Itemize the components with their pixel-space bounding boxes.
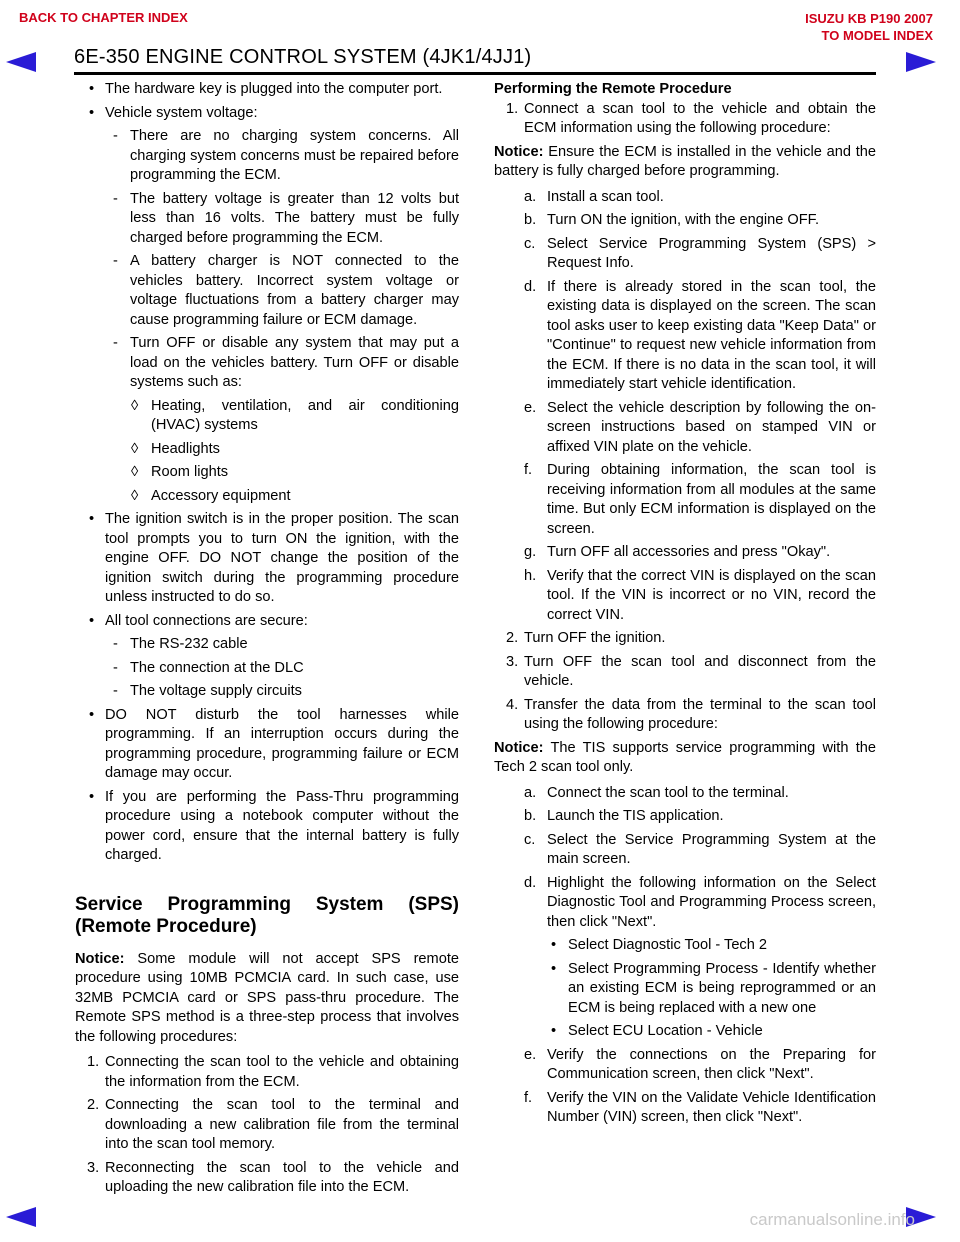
substep-letter: a. <box>524 188 537 205</box>
list-item <box>75 788 459 866</box>
list-item <box>494 1022 876 1042</box>
list-item <box>75 334 459 393</box>
substep-text: Verify that the correct VIN is displayed on the scan tool. If the VIN is incorrect or no VIN, record the correct VIN. <box>547 567 876 623</box>
previous-page-arrow-icon[interactable] <box>6 52 36 72</box>
step-text: Connecting the scan tool to the vehicle and obtaining the information from the ECM. <box>105 1054 459 1090</box>
notice-paragraph <box>494 143 876 182</box>
substep-text: Launch the TIS application. <box>547 808 724 824</box>
substep-text: Highlight the following information on the Select Diagnostic Tool and Programming Process screen, then click "Next". <box>547 874 876 930</box>
right-column <box>494 80 876 1132</box>
dash-mark: - <box>113 335 118 351</box>
step-text: Connect a scan tool to the vehicle and obtain the ECM information using the following procedure: <box>524 100 876 136</box>
notice-paragraph <box>75 950 459 1048</box>
substep-letter: b. <box>524 212 537 228</box>
bullet-text: All tool connections are secure: <box>105 612 308 629</box>
section-title-line2: (Remote Procedure) <box>75 915 257 937</box>
diamond-mark: ◊ <box>131 440 139 457</box>
step-number: 3. <box>87 1159 100 1176</box>
dash-mark: - <box>113 659 118 676</box>
model-title: ISUZU KB P190 2007 <box>805 11 933 26</box>
model-index-nav[interactable] <box>805 10 933 44</box>
bullet-mark: • <box>89 511 95 527</box>
bullet-mark: • <box>551 960 557 977</box>
list-item <box>494 543 876 563</box>
list-item <box>494 874 876 933</box>
substep-letter: c. <box>524 235 536 252</box>
list-item <box>494 461 876 539</box>
bullet-mark: • <box>89 612 95 629</box>
dash-text: There are no charging system concerns. All charging system concerns must be repaired before programming the ECM. <box>130 128 459 183</box>
notice-label: Notice: <box>494 143 544 160</box>
dash-text: A battery charger is NOT connected to the vehicles battery. Incorrect system voltage or voltage fluctuations from a battery charger may cause programming failure or ECM damage. <box>130 253 459 328</box>
list-item <box>75 397 459 436</box>
diamond-text: Headlights <box>151 440 220 457</box>
bullet-mark: • <box>89 706 95 723</box>
list-item <box>494 100 876 139</box>
step-number: 2. <box>87 1097 100 1113</box>
list-item <box>494 653 876 692</box>
dash-text: Turn OFF or disable any system that may put a load on the vehicles battery. Turn OFF or disable systems such as: <box>130 335 459 390</box>
step-number: 4. <box>506 696 519 713</box>
watermark: carmanualsonline.info <box>749 1210 915 1229</box>
notice-paragraph <box>494 739 876 778</box>
dash-mark: - <box>113 128 118 144</box>
list-item <box>75 1096 459 1155</box>
list-item <box>75 1053 459 1092</box>
list-item <box>75 252 459 330</box>
list-item <box>75 1159 459 1198</box>
bullet-text: Vehicle system voltage: <box>105 104 258 121</box>
section-title <box>75 894 459 938</box>
substep-letter: d. <box>524 278 537 295</box>
list-item <box>494 278 876 395</box>
diamond-mark: ◊ <box>131 464 139 480</box>
next-page-arrow-icon[interactable] <box>906 52 936 72</box>
substep-text: Verify the connections on the Preparing for Communication screen, then click "Next". <box>547 1046 876 1082</box>
substep-letter: b. <box>524 808 537 824</box>
diamond-mark: ◊ <box>131 397 139 414</box>
list-item <box>494 629 876 649</box>
substep-letter: g. <box>524 544 537 560</box>
diamond-mark: ◊ <box>131 487 139 504</box>
notice-label: Notice: <box>494 739 544 756</box>
list-item <box>75 127 459 186</box>
list-item <box>75 682 459 702</box>
bullet-text: Select Diagnostic Tool - Tech 2 <box>568 937 768 953</box>
dash-mark: - <box>113 636 118 652</box>
substep-text: Install a scan tool. <box>547 188 664 205</box>
bullet-mark: • <box>89 81 95 97</box>
previous-page-arrow-icon-bottom[interactable] <box>6 1207 36 1227</box>
substep-letter: e. <box>524 1046 537 1063</box>
substep-text: Turn OFF all accessories and press "Okay". <box>547 544 831 560</box>
header-rule <box>74 72 876 75</box>
list-item <box>494 235 876 274</box>
substep-text: Verify the VIN on the Validate Vehicle Identification Number (VIN) screen, then click "Next". <box>547 1089 876 1125</box>
diamond-text: Accessory equipment <box>151 487 291 504</box>
step-number: 2. <box>506 630 519 646</box>
list-item <box>75 706 459 784</box>
list-item <box>494 936 876 956</box>
procedure-heading: Performing the Remote Procedure <box>494 81 732 97</box>
dash-mark: - <box>113 190 118 207</box>
step-text: Reconnecting the scan tool to the vehicle and uploading the new calibration file into the ECM. <box>105 1159 459 1195</box>
diamond-text: Heating, ventilation, and air conditioning (HVAC) systems <box>151 397 459 433</box>
list-item <box>494 960 876 1019</box>
to-model-index-link[interactable]: TO MODEL INDEX <box>821 28 933 43</box>
bullet-text: The ignition switch is in the proper position. The scan tool prompts you to turn ON the ignition, with the engine OFF. DO NOT change the position of the ignition switch during the programming procedure unless instructed to do so. <box>105 511 459 605</box>
substep-letter: f. <box>524 462 533 478</box>
step-text: Turn OFF the ignition. <box>524 630 666 646</box>
bullet-mark: • <box>551 1023 557 1039</box>
notice-label: Notice: <box>75 950 125 967</box>
substep-text: Select the Service Programming System at the main screen. <box>547 831 876 867</box>
bullet-mark: • <box>551 937 557 953</box>
bullet-mark: • <box>89 788 95 805</box>
list-item <box>494 399 876 458</box>
bullet-mark: • <box>89 104 95 121</box>
dash-text: The battery voltage is greater than 12 volts but less than 16 volts. The battery must be fully charged before programming the ECM. <box>130 190 459 246</box>
step-text: Connecting the scan tool to the terminal and downloading a new calibration file from the terminal into the scan tool memory. <box>105 1097 459 1152</box>
substep-letter: a. <box>524 784 537 801</box>
bullet-text: If you are performing the Pass-Thru programming procedure using a notebook computer without the power cord, ensure that the internal battery is fully charged. <box>105 788 459 863</box>
substep-text: Connect the scan tool to the terminal. <box>547 784 789 801</box>
step-text: Transfer the data from the terminal to the scan tool using the following procedure: <box>524 696 876 732</box>
dash-mark: - <box>113 253 118 269</box>
substep-letter: c. <box>524 831 536 848</box>
list-item <box>75 463 459 483</box>
list-item <box>494 784 876 804</box>
substep-letter: h. <box>524 567 537 584</box>
list-item <box>494 211 876 231</box>
bullet-text: Select Programming Process - Identify whether an existing ECM is being reprogrammed or an ECM is being replaced with a new one <box>568 960 876 1016</box>
notice-text: Some module will not accept SPS remote procedure using 10MB PCMCIA card. In such case, use 32MB PCMCIA card or SPS pass-thru procedure. The Remote SPS method is a three-step process that involves the following procedures: <box>75 950 459 1045</box>
substep-letter: f. <box>524 1089 533 1106</box>
list-item <box>75 440 459 460</box>
list-item <box>75 104 459 124</box>
step-text: Turn OFF the scan tool and disconnect from the vehicle. <box>524 653 876 689</box>
list-item <box>75 190 459 249</box>
list-item <box>75 487 459 507</box>
list-item <box>494 1046 876 1085</box>
step-number: 1. <box>506 100 519 117</box>
bullet-text: The hardware key is plugged into the computer port. <box>105 81 443 97</box>
notice-text: Ensure the ECM is installed in the vehicle and the battery is fully charged before programming. <box>494 143 876 179</box>
list-item <box>75 612 459 632</box>
list-item <box>494 188 876 208</box>
list-item <box>75 510 459 608</box>
dash-text: The RS-232 cable <box>130 636 248 652</box>
bullet-text: Select ECU Location - Vehicle <box>568 1023 763 1039</box>
left-column <box>75 80 459 1202</box>
substep-text: Select the vehicle description by following the on-screen instructions based on stamped VIN or affixed VIN plate on the vehicle. <box>547 399 876 455</box>
dash-text: The voltage supply circuits <box>130 683 302 699</box>
notice-text: The TIS supports service programming with the Tech 2 scan tool only. <box>494 739 876 775</box>
page-header-title: 6E-350 ENGINE CONTROL SYSTEM (4JK1/4JJ1) <box>74 46 532 68</box>
section-title-line1: Service Programming System (SPS) <box>75 893 459 915</box>
list-item <box>75 635 459 655</box>
diamond-text: Room lights <box>151 464 229 480</box>
list-item <box>494 831 876 870</box>
substep-text: Turn ON the ignition, with the engine OFF. <box>547 212 820 228</box>
back-to-chapter-index-link[interactable]: BACK TO CHAPTER INDEX <box>19 10 188 25</box>
dash-text: The connection at the DLC <box>130 659 304 676</box>
step-number: 1. <box>87 1054 100 1070</box>
bullet-text: DO NOT disturb the tool harnesses while programming. If an interruption occurs during the programming procedure, programming failure or ECM damage may occur. <box>105 706 459 781</box>
list-item <box>75 80 459 100</box>
substep-text: If there is already stored in the scan tool, the existing data is displayed on the screen. The scan tool asks user to keep existing data "Keep Data" or "Continue" to request new vehicle information from the ECM. If there is no data in the scan tool, it will immediately start vehicle identification. <box>547 278 876 392</box>
list-item <box>494 696 876 735</box>
substep-letter: e. <box>524 399 537 416</box>
step-number: 3. <box>506 653 519 670</box>
list-item <box>494 567 876 626</box>
list-item <box>494 1089 876 1128</box>
list-item <box>75 659 459 679</box>
substep-text: During obtaining information, the scan tool is receiving information from all modules at the same time. But only ECM information is displayed on the screen. <box>547 462 876 537</box>
substep-text: Select Service Programming System (SPS) > Request Info. <box>547 235 876 271</box>
dash-mark: - <box>113 683 118 699</box>
substep-letter: d. <box>524 874 537 891</box>
list-item <box>494 807 876 827</box>
